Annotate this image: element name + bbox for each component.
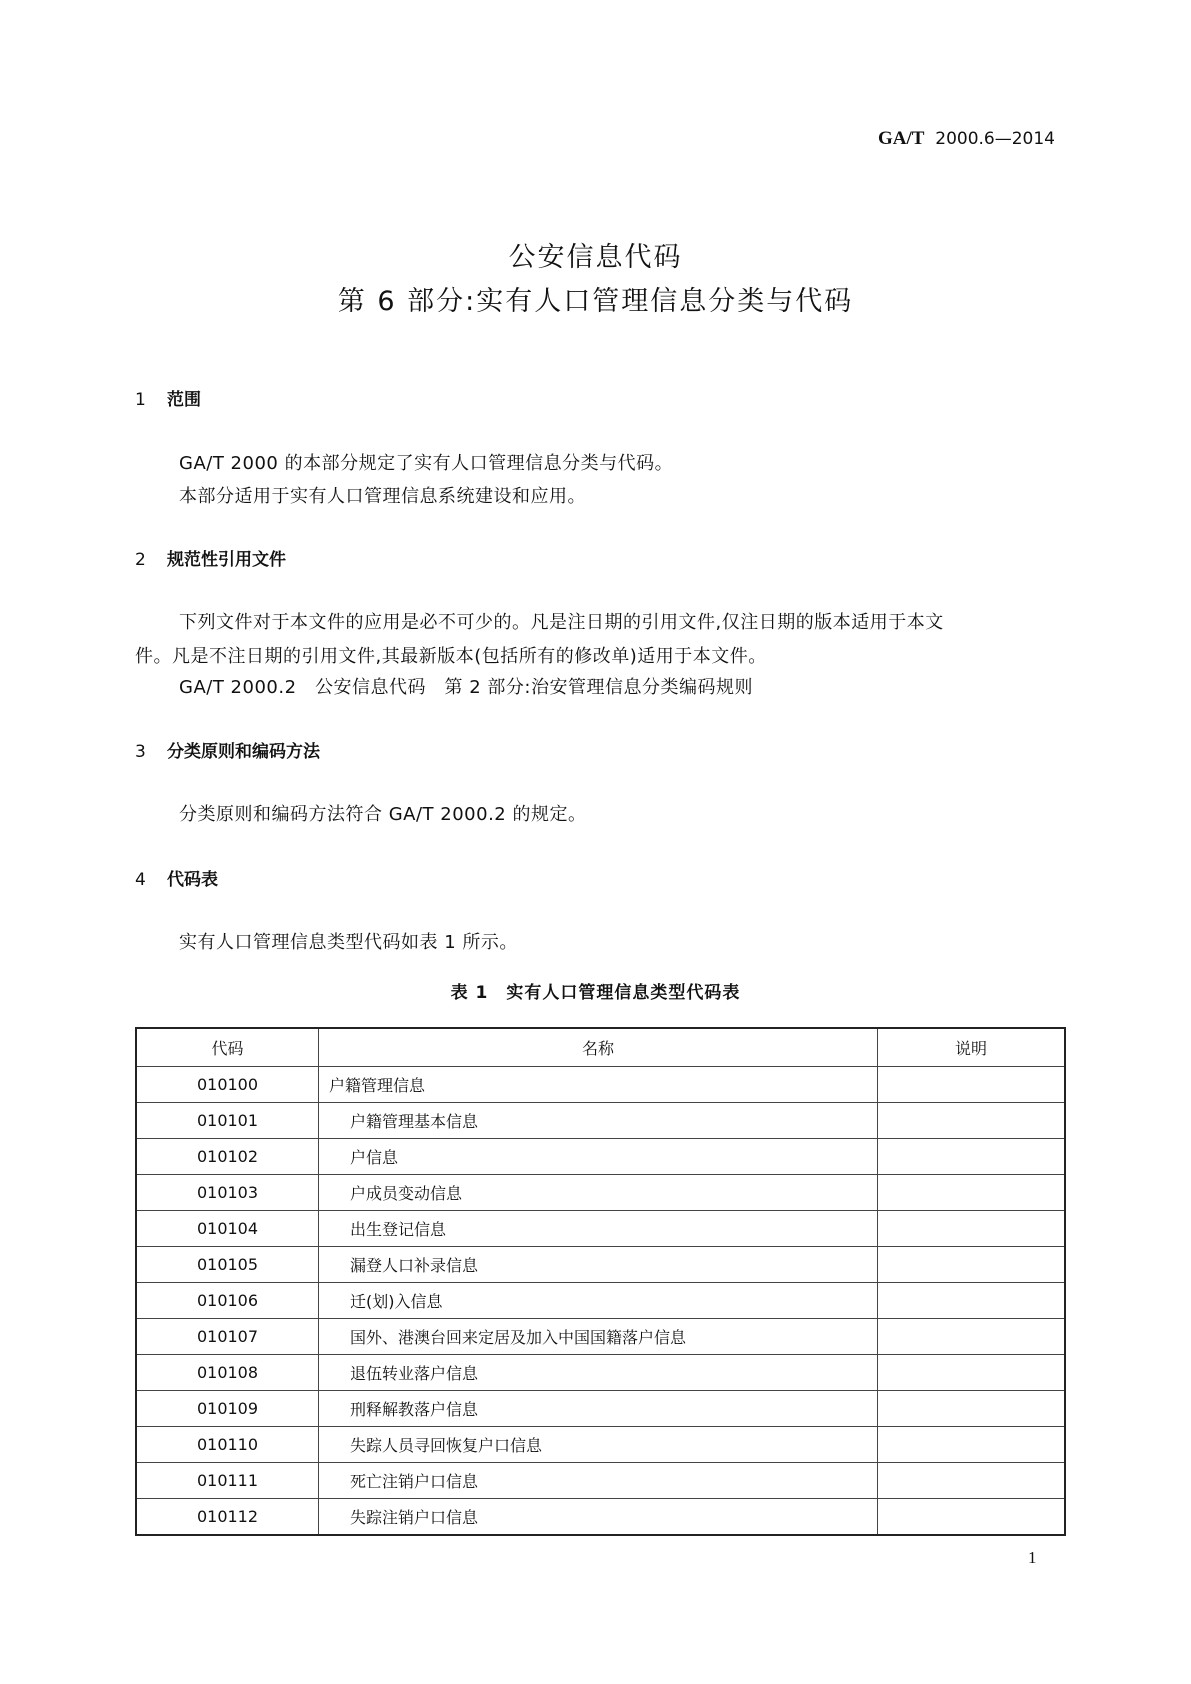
code-cell: 010112 xyxy=(136,1499,319,1536)
reference-item: GA/T 2000.2 公安信息代码 第 2 部分:治安管理信息分类编码规则 xyxy=(179,677,753,698)
standard-number xyxy=(878,128,1055,150)
note-cell xyxy=(878,1139,1066,1175)
name-cell: 国外、港澳台回来定居及加入中国国籍落户信息 xyxy=(319,1319,878,1355)
name-cell: 户成员变动信息 xyxy=(319,1175,878,1211)
table-row xyxy=(136,1499,1065,1536)
column-header-note: 说明 xyxy=(878,1028,1066,1067)
code-cell: 010101 xyxy=(136,1103,319,1139)
note-cell xyxy=(878,1103,1066,1139)
code-cell: 010104 xyxy=(136,1211,319,1247)
table-row xyxy=(136,1283,1065,1319)
table-row xyxy=(136,1211,1065,1247)
note-cell xyxy=(878,1391,1066,1427)
code-table xyxy=(135,1027,1066,1536)
note-cell xyxy=(878,1247,1066,1283)
paragraph: 下列文件对于本文件的应用是必不可少的。凡是注日期的引用文件,仅注日期的版本适用于本文 xyxy=(179,612,944,633)
paragraph: 件。凡是不注日期的引用文件,其最新版本(包括所有的修改单)适用于本文件。 xyxy=(135,646,767,667)
paragraph: 本部分适用于实有人口管理信息系统建设和应用。 xyxy=(179,486,586,507)
table-row xyxy=(136,1427,1065,1463)
title-line1: 公安信息代码 xyxy=(508,242,683,273)
code-cell: 010106 xyxy=(136,1283,319,1319)
table-row xyxy=(136,1355,1065,1391)
page-number: 1 xyxy=(1028,1548,1037,1567)
note-cell xyxy=(878,1319,1066,1355)
table-row xyxy=(136,1247,1065,1283)
code-cell: 010108 xyxy=(136,1355,319,1391)
section-number: 2 xyxy=(135,550,146,570)
section-number: 3 xyxy=(135,742,146,762)
table-row xyxy=(136,1175,1065,1211)
note-cell xyxy=(878,1427,1066,1463)
name-cell: 迁(划)入信息 xyxy=(319,1283,878,1319)
note-cell xyxy=(878,1283,1066,1319)
note-cell xyxy=(878,1499,1066,1536)
name-cell: 退伍转业落户信息 xyxy=(319,1355,878,1391)
section-heading xyxy=(135,737,320,762)
table-header-row xyxy=(136,1028,1065,1067)
code-cell: 010100 xyxy=(136,1067,319,1103)
name-cell: 户籍管理基本信息 xyxy=(319,1103,878,1139)
title-line2: 第 6 部分:实有人口管理信息分类与代码 xyxy=(337,286,854,317)
section-title: 规范性引用文件 xyxy=(167,550,286,570)
table-row xyxy=(136,1067,1065,1103)
code-cell: 010103 xyxy=(136,1175,319,1211)
table-row xyxy=(136,1319,1065,1355)
table-row xyxy=(136,1391,1065,1427)
name-cell: 死亡注销户口信息 xyxy=(319,1463,878,1499)
note-cell xyxy=(878,1067,1066,1103)
name-cell: 户信息 xyxy=(319,1139,878,1175)
column-header-name: 名称 xyxy=(319,1028,878,1067)
section-title: 范围 xyxy=(167,390,201,410)
name-cell: 刑释解教落户信息 xyxy=(319,1391,878,1427)
std-prefix: GA/T xyxy=(877,128,925,149)
section-title: 代码表 xyxy=(167,870,218,890)
note-cell xyxy=(878,1211,1066,1247)
name-cell: 户籍管理信息 xyxy=(319,1067,878,1103)
code-cell: 010110 xyxy=(136,1427,319,1463)
note-cell xyxy=(878,1175,1066,1211)
paragraph: GA/T 2000 的本部分规定了实有人口管理信息分类与代码。 xyxy=(179,453,674,474)
section-heading xyxy=(135,385,201,410)
section-number: 4 xyxy=(135,870,146,890)
section-heading xyxy=(135,865,218,890)
name-cell: 出生登记信息 xyxy=(319,1211,878,1247)
section-heading xyxy=(135,545,286,570)
name-cell: 失踪人员寻回恢复户口信息 xyxy=(319,1427,878,1463)
code-cell: 010109 xyxy=(136,1391,319,1427)
code-cell: 010111 xyxy=(136,1463,319,1499)
table-caption: 表 1 实有人口管理信息类型代码表 xyxy=(450,983,741,1003)
code-cell: 010102 xyxy=(136,1139,319,1175)
paragraph: 实有人口管理信息类型代码如表 1 所示。 xyxy=(179,932,518,953)
code-cell: 010107 xyxy=(136,1319,319,1355)
table-row xyxy=(136,1139,1065,1175)
name-cell: 失踪注销户口信息 xyxy=(319,1499,878,1536)
name-cell: 漏登人口补录信息 xyxy=(319,1247,878,1283)
std-number: 2000.6—2014 xyxy=(935,129,1055,149)
table-row xyxy=(136,1463,1065,1499)
code-cell: 010105 xyxy=(136,1247,319,1283)
note-cell xyxy=(878,1355,1066,1391)
table-row xyxy=(136,1103,1065,1139)
note-cell xyxy=(878,1463,1066,1499)
section-number: 1 xyxy=(135,390,146,410)
paragraph: 分类原则和编码方法符合 GA/T 2000.2 的规定。 xyxy=(179,804,587,825)
section-title: 分类原则和编码方法 xyxy=(167,742,320,762)
column-header-code: 代码 xyxy=(136,1028,319,1067)
